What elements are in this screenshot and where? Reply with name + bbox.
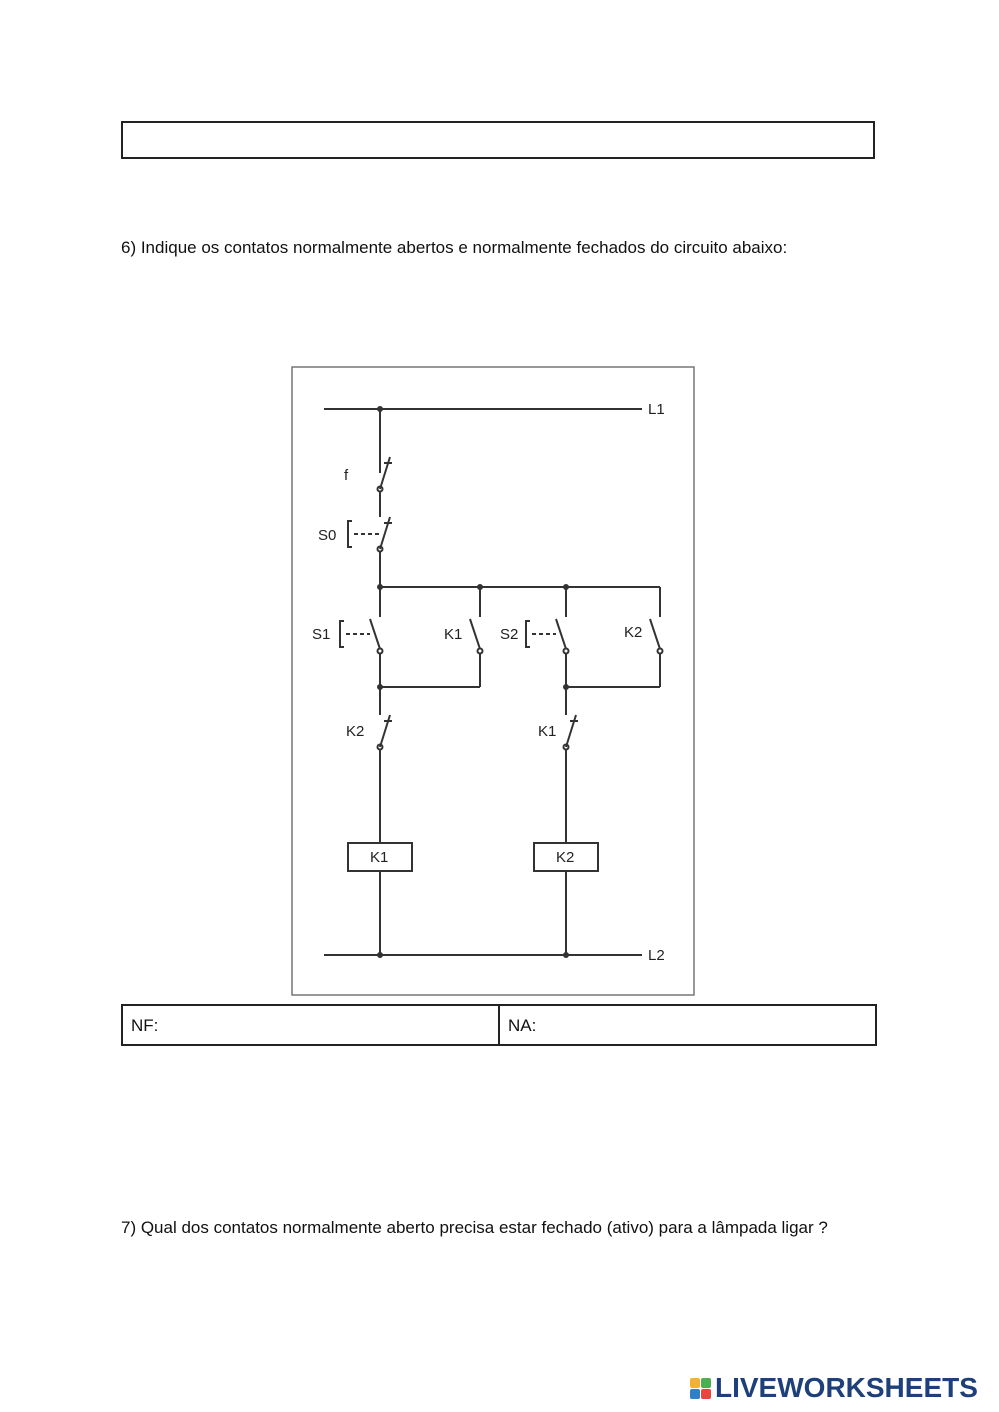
f-contact bbox=[380, 457, 390, 489]
circuit-diagram bbox=[290, 365, 696, 997]
k1-seal-contact bbox=[470, 619, 480, 649]
question-6: 6) Indique os contatos normalmente abertos e normalmente fechados do circuito abaixo: bbox=[121, 238, 788, 257]
nf-na-table bbox=[121, 1004, 877, 1046]
label-k1-interlock: K1 bbox=[538, 723, 557, 740]
s0-contact bbox=[380, 517, 390, 549]
brand-text: LIVEWORKSHEETS bbox=[715, 1372, 978, 1403]
label-k1-seal: K1 bbox=[444, 626, 463, 643]
answer-box[interactable] bbox=[121, 121, 875, 159]
na-label: NA: bbox=[508, 1016, 537, 1035]
liveworksheets-logo bbox=[690, 1372, 978, 1404]
nf-label: NF: bbox=[131, 1016, 159, 1035]
label-k2-seal: K2 bbox=[624, 624, 643, 641]
k2-interlock-contact bbox=[380, 715, 390, 747]
question-7: 7) Qual dos contatos normalmente aberto precisa estar fechado (ativo) para a lâmpada ligar ? bbox=[121, 1218, 828, 1237]
na-cell[interactable] bbox=[498, 1006, 875, 1044]
diagram-frame bbox=[292, 367, 694, 995]
k2-seal-contact bbox=[650, 619, 660, 649]
label-coil-k1: K1 bbox=[370, 849, 389, 866]
label-k2-interlock: K2 bbox=[346, 723, 365, 740]
label-s0: S0 bbox=[318, 527, 337, 544]
k1-interlock-contact bbox=[566, 715, 576, 747]
label-s1: S1 bbox=[312, 626, 331, 643]
s1-contact bbox=[370, 619, 380, 649]
liveworksheets-icon bbox=[690, 1378, 711, 1399]
s2-contact bbox=[556, 619, 566, 649]
label-l1: L1 bbox=[648, 401, 665, 418]
label-l2: L2 bbox=[648, 947, 665, 964]
nf-cell[interactable] bbox=[123, 1006, 498, 1044]
label-f: f bbox=[344, 467, 349, 484]
label-coil-k2: K2 bbox=[556, 849, 575, 866]
label-s2: S2 bbox=[500, 626, 519, 643]
